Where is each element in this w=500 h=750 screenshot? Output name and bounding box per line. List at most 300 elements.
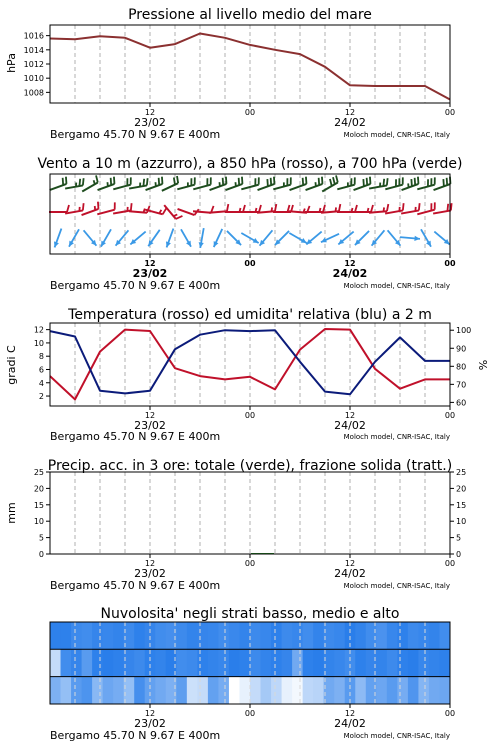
wind-barb [338,232,353,245]
wind-barb [49,205,69,212]
cloud-cell [250,622,261,650]
y-tick-label: 10 [456,517,467,527]
wind-barb [289,233,306,243]
cloud-cell [176,622,187,650]
wind-barb-feather [451,203,452,210]
cloud-cell [292,649,303,677]
pressure-title: Pressione al livello medio del mare [128,7,372,23]
cloud-cell [50,677,61,705]
cloud-cell [229,649,240,677]
y-tick-label: 1008 [23,88,44,98]
cloud-cell [313,649,324,677]
cloud-cell [82,677,93,705]
humidity-ylabel: % [477,359,490,371]
wind-barb-feather [443,179,444,186]
cloud-cell [187,649,198,677]
cloud-cell [303,677,314,705]
wind-barb-feather [114,177,115,184]
wind-barb-feather [411,179,412,186]
wind-barb [177,177,195,189]
wind-barb [50,177,67,190]
cloud-cell [134,649,145,677]
precip-ylabel: mm [5,502,18,524]
wind-barb-feather [319,178,320,185]
cloud-cell [439,677,450,705]
wind-barb [82,175,98,191]
y-tick-label: 4 [38,378,44,388]
wind-arrow-head [414,236,420,241]
x-tick-label: 12 [144,108,156,117]
wind-barb-feather [271,207,272,211]
wind-barb [355,231,369,245]
date-label: 24/02 [334,116,366,129]
x-tick-label: 12 [344,411,356,420]
precip-frame [50,472,450,554]
cloud-cell [61,622,72,650]
y-tick-label: 1016 [23,31,44,41]
cloud-cell [397,677,408,705]
wind-barb-feather [226,177,227,184]
cloud-cell [418,677,429,705]
wind-location: Bergamo 45.70 N 9.67 E 400m [50,279,221,292]
cloud-cell [208,622,219,650]
wind-barb [306,232,321,245]
precip-location: Bergamo 45.70 N 9.67 E 400m [50,579,221,592]
cloud-cell [261,677,272,705]
x-tick-label: 12 [344,259,356,268]
wind-barb-feather [98,202,99,209]
wind-barb [321,234,339,243]
cloud-cell [334,649,345,677]
wind-barb-feather [368,208,369,212]
wind-barb [275,231,289,245]
wind-barb [214,229,223,247]
wind-barb [164,205,182,219]
cloud-cell [82,649,93,677]
wind-barb-feather [66,177,67,184]
wind-barb-feather [339,204,340,211]
wind-barb-feather [177,176,178,183]
wind-barb-feather [63,178,64,185]
cloud-cell [71,677,82,705]
cloud-cell [261,649,272,677]
cloud-cell [250,677,261,705]
wind-barb-feather [387,178,388,185]
cloud-cell [61,677,72,705]
wind-barb-feather [303,209,304,213]
wind-barb-feather [330,179,332,186]
cloud-cell [103,677,114,705]
temperature-title: Temperatura (rosso) ed umidita' relativa (blu) a 2 m [68,307,432,323]
wind-barb-feather [96,175,98,182]
cloud-cell [418,649,429,677]
cloud-cell [261,622,272,650]
x-tick-label: 00 [444,709,456,718]
wind-barb-feather [336,175,338,182]
cloud-cell [208,677,219,705]
wind-title: Vento a 10 m (azzurro), a 850 hPa (rosso), a 700 hPa (verde) [37,156,463,172]
cloud-cell [71,649,82,677]
x-tick-label: 00 [244,108,256,117]
wind-barb [166,229,173,248]
cloud-cell [250,649,261,677]
wind-barb [84,230,97,245]
cloud-cell [387,649,398,677]
temperature-ylabel: gradi C [5,345,18,385]
cloud-cell [239,677,250,705]
wind-barb [210,177,227,190]
wind-barb [258,177,275,190]
y-tick-label: 10 [33,338,44,348]
cloud-cell [292,677,303,705]
wind-barb [241,233,258,243]
date-label: 24/02 [334,419,366,432]
date-label: 24/02 [334,567,366,580]
wind-barb [400,236,420,241]
cloud-cell [218,622,229,650]
wind-barb-feather [159,178,160,185]
wind-barb-feather [415,178,416,185]
cloud-cell [176,677,187,705]
cloud-cell [208,649,219,677]
y-tick-label: 70 [456,380,467,390]
wind-barb-feather [303,178,304,185]
x-tick-label: 00 [444,559,456,568]
wind-barb [113,177,131,189]
wind-barb-feather [352,208,353,212]
wind-barb [306,177,323,190]
cloud-cell [239,622,250,650]
y-tick-label: 60 [456,398,467,408]
wind-barb-feather [259,205,261,212]
wind-barb-feather [403,203,404,210]
pressure-gridlines [75,25,425,103]
cloud-cell [303,622,314,650]
wind-barb [227,231,241,245]
pressure-panel [5,7,455,141]
wind-barb-feather [143,209,144,213]
cloud-cell [229,622,240,650]
cloud-cell [187,622,198,650]
wind-barb-feather [271,178,272,185]
cloud-cell [271,622,282,650]
precip-panel [5,458,466,592]
wind-barb-feather [256,208,257,212]
wind-barb-feather [387,204,388,211]
x-tick-label: 12 [344,709,356,718]
cloud-cell [103,622,114,650]
wind-barb-feather [143,179,144,186]
wind-x-ticks [133,254,456,280]
wind-barb-feather [320,208,321,212]
y-tick-label: 15 [456,500,467,510]
wind-barb [273,177,291,189]
cloud-cell [197,622,208,650]
precip-title: Precip. acc. in 3 ore: totale (verde), frazione solida (tratt.) [47,458,453,474]
x-tick-label: 12 [344,559,356,568]
wind-barb [162,176,178,191]
temperature-location: Bergamo 45.70 N 9.67 E 400m [50,430,221,443]
wind-barb [181,229,191,246]
wind-arrow-head [166,241,171,247]
y-tick-label: 80 [456,362,467,372]
wind-panel [37,156,462,292]
cloud-cell [282,649,293,677]
cloud-cell [92,677,103,705]
wind-barb-feather [242,177,243,184]
x-tick-label: 12 [344,108,356,117]
y-tick-label: 100 [456,326,472,336]
wind-barb [129,178,147,188]
wind-barb [260,230,273,245]
wind-barb-feather [174,177,175,184]
wind-barb-feather [223,178,224,185]
pressure-credit: Moloch model, CNR-ISAC, Italy [343,131,450,139]
wind-barb [130,232,145,245]
cloud-cell [71,622,82,650]
temperature-panel [5,307,490,443]
wind-barb [337,177,355,189]
pressure-ylabel: hPa [5,53,18,73]
wind-barb-feather [162,177,163,184]
cloud-cell [187,677,198,705]
cloud-cell [334,622,345,650]
cloud-cell [103,649,114,677]
wind-barb [69,229,79,246]
y-tick-label: 5 [38,533,44,543]
cloud-cell [155,649,166,677]
y-tick-label: 5 [456,533,462,543]
wind-barb [388,230,401,245]
wind-barb [199,228,204,248]
y-tick-label: 10 [33,517,44,527]
wind-barb-feather [335,207,336,211]
wind-barb-feather [240,208,241,212]
cloud-cell [376,677,387,705]
cloud-cell [218,649,229,677]
wind-barb-feather [267,179,268,186]
precip-x-ticks [134,554,455,580]
cloud-cell [303,649,314,677]
cloud-cell [418,622,429,650]
cloud-cell [92,622,103,650]
y-tick-label: 6 [38,365,44,375]
cloud-cell [376,622,387,650]
wind-barb [433,203,451,213]
cloud-cell [197,677,208,705]
date-label: 24/02 [334,717,366,730]
cloud-cell [271,649,282,677]
wind-barb-feather [176,216,183,219]
wind-barb-feather [447,178,448,185]
cloud-cell [197,649,208,677]
cloud-cell [282,622,293,650]
y-tick-label: 15 [33,500,44,510]
wind-barb-feather [174,214,178,216]
x-tick-label: 00 [244,259,256,268]
cloud-cell [313,622,324,650]
precip-gridlines [75,472,425,554]
clouds-title: Nuvolosita' negli strati basso, medio e alto [100,606,400,622]
wind-barb [193,177,211,189]
temperature-credit: Moloch model, CNR-ISAC, Italy [343,433,450,441]
wind-barb-shaft [178,209,195,215]
x-tick-label: 00 [444,411,456,420]
wind-arrow-head [54,241,59,247]
wind-barb-feather [274,177,275,184]
pressure-x-ticks [134,103,455,129]
x-tick-label: 00 [244,411,256,420]
humidity-y-ticks [450,326,471,407]
temperature-x-ticks [134,406,455,432]
clouds-x-ticks [134,704,455,730]
wind-barb [434,177,451,190]
cloud-cell [429,677,440,705]
wind-barb [402,177,419,190]
x-tick-label: 12 [144,709,156,718]
pressure-y-ticks [24,32,50,98]
cloud-cell [397,622,408,650]
clouds-location: Bergamo 45.70 N 9.67 E 400m [50,729,221,742]
wind-barb-feather [322,177,323,184]
wind-barb [354,177,371,190]
wind-barb-feather [418,177,419,184]
wind-barb [290,177,307,190]
wind-barb-feather [447,204,448,211]
pressure-location: Bergamo 45.70 N 9.67 E 400m [50,128,221,141]
cloud-cell [50,649,61,677]
y-tick-label: 0 [456,550,462,559]
y-tick-label: 1012 [23,60,44,69]
cloud-cell [92,649,103,677]
date-label: 23/02 [134,717,166,730]
y-tick-label: 25 [33,468,44,477]
wind-barb-feather [227,204,228,211]
wind-barb-feather [333,177,335,184]
y-tick-label: 0 [38,550,44,559]
x-tick-label: 12 [144,559,156,568]
wind-barb [101,229,111,246]
cloud-cell [355,677,366,705]
x-tick-label: 00 [244,709,256,718]
cloud-cell [134,677,145,705]
y-tick-label: 1010 [23,74,44,84]
clouds-credit: Moloch model, CNR-ISAC, Italy [343,732,450,740]
date-label: 24/02 [332,267,368,280]
clouds-panel [50,606,455,742]
cloud-cell [429,622,440,650]
wind-barb-feather [131,203,132,210]
date-label: 23/02 [134,116,166,129]
cloud-cell [387,622,398,650]
cloud-cell [218,677,229,705]
wind-barb [54,229,61,248]
cloud-cell [439,622,450,650]
cloud-cell [113,677,124,705]
cloud-cell [292,622,303,650]
cloud-cell [82,622,93,650]
y-tick-label: 90 [456,344,467,354]
wind-barb-feather [419,203,420,210]
cloud-cell [355,649,366,677]
wind-barb [421,229,431,246]
wind-barb-feather [67,205,69,212]
wind-barb-feather [383,207,384,211]
cloud-cell [439,649,450,677]
cloud-cell [334,677,345,705]
cloud-cell [282,677,293,705]
x-tick-label: 12 [144,259,156,268]
cloud-cell [408,649,419,677]
cloud-cell [134,622,145,650]
y-tick-label: 1014 [23,45,44,55]
wind-barb-feather [371,205,373,212]
wind-barb-feather [239,178,240,185]
wind-barb-feather [370,177,371,184]
cloud-cell [313,677,324,705]
y-tick-label: 20 [456,484,467,494]
cloud-cell [408,622,419,650]
y-tick-label: 8 [38,352,44,362]
cloud-cell [113,649,124,677]
x-tick-label: 00 [444,108,456,117]
date-label: 23/02 [132,267,168,280]
wind-barb [65,178,83,188]
wind-barb [113,203,131,213]
wind-barb-feather [243,205,245,212]
wind-credit: Moloch model, CNR-ISAC, Italy [343,282,450,290]
cloud-cell [376,649,387,677]
cloud-cell [239,649,250,677]
wind-barb-feather [83,203,84,210]
wind-barb-feather [163,208,167,214]
x-tick-label: 00 [444,259,456,268]
wind-barb-feather [306,177,307,184]
cloud-cell [397,649,408,677]
cloud-cell [408,677,419,705]
y-tick-label: 12 [33,325,44,335]
date-label: 23/02 [134,419,166,432]
temperature-y-ticks [34,326,50,401]
x-tick-label: 12 [144,411,156,420]
x-tick-label: 00 [244,559,256,568]
cloud-cell [113,622,124,650]
wind-barb-feather [367,178,368,185]
wind-barb-feather [147,178,148,185]
y-tick-label: 2 [38,392,44,402]
wind-barb-feather [111,178,112,185]
y-tick-label: 25 [456,468,467,477]
wind-barb [116,230,129,245]
cloud-cell [429,649,440,677]
cloud-cell [355,622,366,650]
cloud-cell [155,677,166,705]
wind-barb-feather [83,178,84,185]
wind-barb [372,230,385,245]
wind-barb [226,177,243,190]
wind-barbs [49,175,452,247]
cloud-cell [387,677,398,705]
cloud-cell [61,649,72,677]
wind-barb-feather [383,179,384,186]
wind-barb-feather [79,179,80,186]
cloud-cell [271,677,282,705]
wind-barb [417,177,435,189]
wind-barb [369,178,387,188]
wind-barb [434,232,449,245]
precip-credit: Moloch model, CNR-ISAC, Italy [343,582,450,590]
wind-barb-feather [363,179,364,186]
